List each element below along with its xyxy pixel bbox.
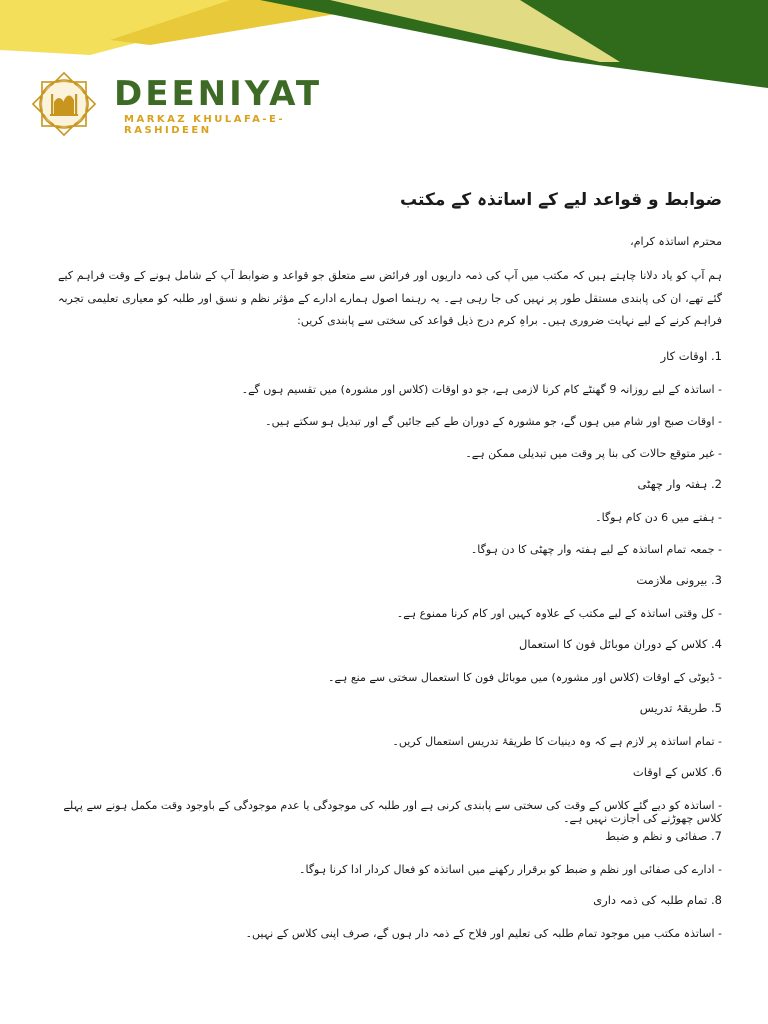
rule-item: - جمعہ تمام اساتذہ کے لیے ہفتہ وار چھٹی کا دن ہوگا۔ [470,542,722,556]
document-title: ضوابط و قواعد لیے کے اساتذہ کے مکتب [400,190,722,210]
rule-item: - ہفتے میں 6 دن کام ہوگا۔ [595,510,722,524]
section-weekly-holiday [58,477,722,557]
mosque-emblem-icon [24,64,104,144]
section-working-hours [58,349,722,461]
rule-item: - اساتذہ کے لیے روزانہ 9 گھنٹے کام کرنا لازمی ہے، جو دو اوقات (کلاس اور مشورہ) میں تقسیم ہوں گے۔ [241,382,722,396]
section-teaching-method [58,701,722,749]
section-cleanliness-discipline [58,829,722,877]
rule-item: - اساتذہ کو دیے گئے کلاس کے وقت کی سختی سے پابندی کرنی ہے اور طلبہ کی موجودگی یا عدم موجودگی کے باوجود وقت مکمل ہونے سے پہلے کلاس چھوڑنے کی اجازت نہیں ہے۔ [63,798,722,826]
section-student-responsibility [58,893,722,941]
rule-item: - کل وقتی اساتذہ کے لیے مکتب کے علاوہ کہیں اور کام کرنا ممنوع ہے۔ [396,606,722,620]
greeting: محترم اساتذہ کرام، [630,235,722,249]
brand-tagline: MARKAZ KHULAFA-E-RASHIDEEN [124,114,286,136]
rule-item: - ادارے کی صفائی اور نظم و ضبط کو برقرار رکھنے میں اساتذہ کو فعال کردار ادا کرنا ہوگا۔ [299,862,722,876]
section-outside-employment [58,573,722,621]
document-body [58,190,722,941]
section-heading: 6. کلاس کے اوقات [632,764,722,779]
brand-name: DEENIYAT [114,74,323,114]
rule-item: - ڈیوٹی کے اوقات (کلاس اور مشورہ) میں موبائل فون کا استعمال سختی سے منع ہے۔ [328,670,722,684]
brand-logo [24,64,354,144]
section-heading: 4. کلاس کے دوران موبائل فون کا استعمال [519,636,722,651]
rule-item: - اساتذہ مکتب میں موجود تمام طلبہ کی تعلیم اور فلاح کے ذمہ دار ہوں گے، صرف اپنی کلاس کے نہیں۔ [245,926,722,940]
section-heading: 1. اوقات کار [660,348,722,363]
intro-paragraph: ہم آپ کو یاد دلانا چاہتے ہیں کہ مکتب میں آپ کی ذمہ داریوں اور فرائض سے متعلق جو قواعد و ضوابط آپ کے شامل ہونے کے وقت فراہم کیے گئے تھے، ان کی پابندی مستقل طور پر نہیں کی جا رہی ہے۔ یہ رہنما اصول ہمارے ادارے کے مؤثر نظم و نسق اور طلبہ کو معیاری تعلیمی تجربہ فراہم کرنے کے لیے نہایت ضروری ہیں۔ براہِ کرم درج ذیل قواعد کی سختی سے پابندی کریں: [58,269,722,328]
section-class-timings [58,764,722,826]
section-heading: 3. بیرونی ملازمت [636,572,722,587]
section-heading: 2. ہفتہ وار چھٹی [637,476,722,491]
section-heading: 5. طریقۂ تدریس [639,700,722,715]
section-heading: 8. تمام طلبہ کی ذمہ داری [593,892,722,907]
section-mobile-phone [58,637,722,685]
rule-item: - غیر متوقع حالات کی بنا پر وقت میں تبدیلی ممکن ہے۔ [465,446,722,460]
section-heading: 7. صفائی و نظم و ضبط [605,828,722,843]
rule-item: - اوقات صبح اور شام میں ہوں گے، جو مشورہ کے دوران طے کیے جائیں گے اور تبدیل ہو سکتے ہیں۔ [265,414,722,428]
rule-item: - تمام اساتذہ پر لازم ہے کہ وہ دینیات کا طریقۂ تدریس استعمال کریں۔ [392,734,722,748]
